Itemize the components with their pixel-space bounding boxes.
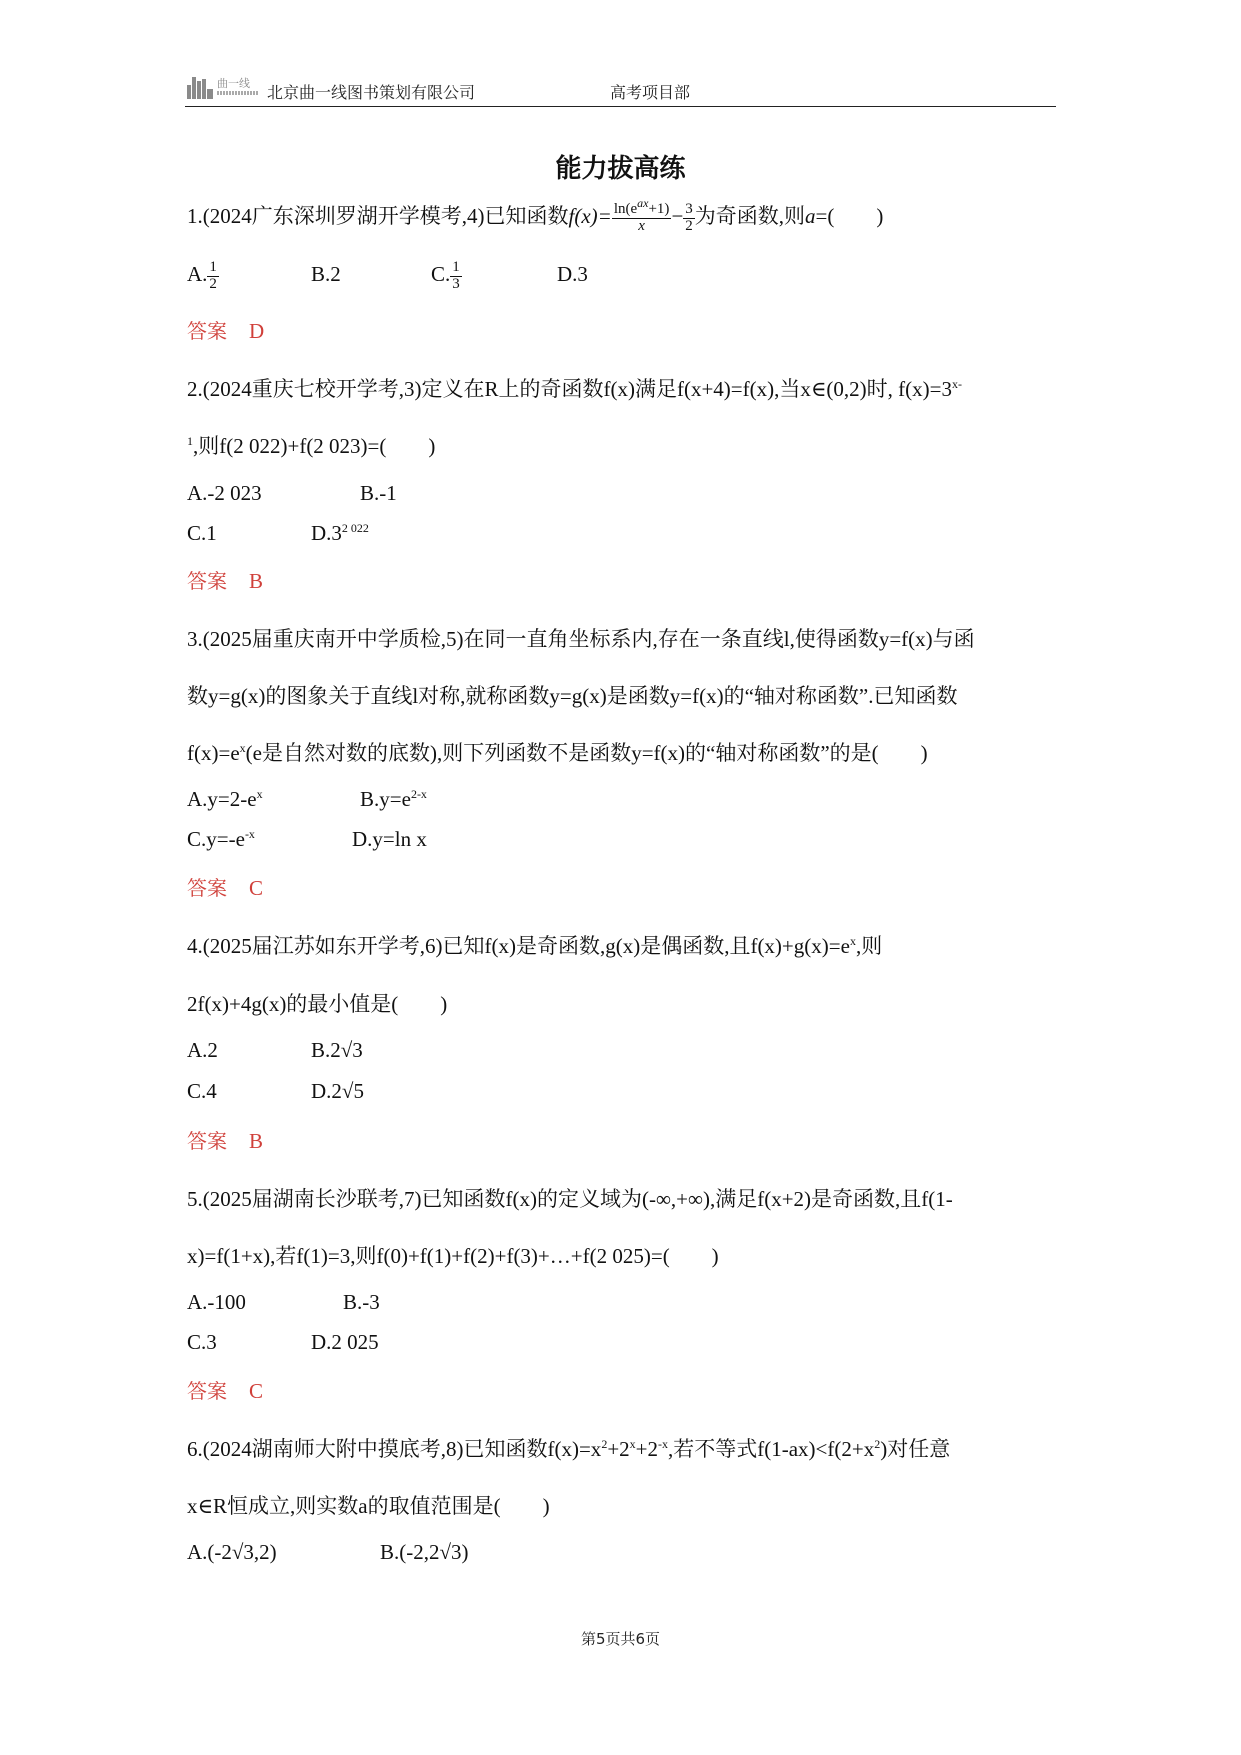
q6-option-b bbox=[380, 1540, 469, 1565]
page-header bbox=[185, 72, 1056, 107]
option-label: D. bbox=[352, 827, 373, 851]
q2-answer bbox=[187, 565, 263, 594]
option-label: D. bbox=[557, 262, 578, 286]
option-sup: -x bbox=[244, 827, 255, 841]
question-3-stem-line-3 bbox=[187, 737, 928, 767]
q4-line1-a: 4.(2025届江苏如东开学考,6)已知f(x)是奇函数,g(x)是偶函数,且f(x)+g(x)=e bbox=[187, 934, 850, 958]
q1-option-c bbox=[431, 260, 462, 293]
q6-sup4: 2 bbox=[874, 1437, 881, 1451]
company-name: 北京曲一线图书策划有限公司 bbox=[267, 83, 476, 102]
q3-option-c bbox=[187, 827, 255, 852]
q6-option-a bbox=[187, 1540, 277, 1565]
option-text: y=2-e bbox=[207, 787, 257, 811]
q3-option-d bbox=[352, 827, 427, 852]
option-fraction bbox=[450, 260, 462, 293]
logo-text: 曲一线 bbox=[217, 77, 250, 90]
option-text: -100 bbox=[207, 1290, 246, 1314]
question-4-stem-line-1 bbox=[187, 930, 882, 960]
option-text: 3 bbox=[331, 521, 342, 545]
q1-option-a bbox=[187, 260, 219, 293]
answer-label: 答案 bbox=[187, 569, 227, 593]
option-label: B. bbox=[311, 1038, 331, 1062]
q4-answer bbox=[187, 1125, 263, 1154]
q6-line1-b: +2 bbox=[607, 1437, 630, 1461]
q1-suffix: 为奇函数,则 bbox=[694, 204, 806, 228]
q4-option-c bbox=[187, 1079, 217, 1104]
option-label: C. bbox=[431, 262, 451, 287]
frac-den: 3 bbox=[452, 275, 460, 292]
answer-label: 答案 bbox=[187, 1129, 227, 1153]
question-1-stem bbox=[187, 195, 884, 234]
option-label: B. bbox=[360, 787, 380, 811]
option-label: B. bbox=[380, 1540, 400, 1564]
q5-option-c bbox=[187, 1330, 217, 1355]
answer-value: B bbox=[249, 569, 264, 593]
answer-value: D bbox=[249, 319, 265, 343]
option-label: B. bbox=[343, 1290, 363, 1314]
option-label: A. bbox=[187, 262, 208, 287]
q1-frac1-num-b: +1) bbox=[648, 200, 670, 217]
frac-num: 1 bbox=[209, 259, 217, 275]
q5-answer bbox=[187, 1375, 263, 1404]
q1-frac1-num: ln(e bbox=[613, 200, 638, 217]
option-label: C. bbox=[187, 827, 207, 851]
q2-option-c bbox=[187, 521, 217, 546]
q6-line1-d: ,若不等式f(1-ax)<f(2+x bbox=[668, 1437, 875, 1461]
answer-label: 答案 bbox=[187, 1379, 227, 1403]
q1-frac1-sup: ax bbox=[637, 195, 649, 210]
q3-answer bbox=[187, 872, 263, 901]
frac-num: 1 bbox=[452, 259, 460, 275]
q4-option-b bbox=[311, 1038, 363, 1063]
option-sup: x bbox=[256, 787, 263, 801]
q1-var: a bbox=[805, 204, 816, 228]
q6-sup1: 2 bbox=[601, 1437, 608, 1451]
q1-option-b bbox=[311, 262, 341, 287]
q1-frac2-den: 2 bbox=[685, 217, 693, 234]
question-2-stem-line-1 bbox=[187, 373, 962, 403]
question-4-stem-line-2: 2f(x)+4g(x)的最小值是( ) bbox=[187, 992, 448, 1016]
answer-label: 答案 bbox=[187, 319, 227, 343]
question-6-stem-line-2: x∈R恒成立,则实数a的取值范围是( ) bbox=[187, 1494, 550, 1518]
question-5-stem-line-1: 5.(2025届湖南长沙联考,7)已知函数f(x)的定义域为(-∞,+∞),满足f(x+2)是奇函数,且f(1- bbox=[187, 1187, 953, 1211]
q4-line1-b: ,则 bbox=[855, 934, 883, 958]
q1-frac2-num: 3 bbox=[685, 200, 693, 217]
answer-value: C bbox=[249, 876, 264, 900]
option-text: 1 bbox=[206, 521, 217, 545]
option-label: A. bbox=[187, 1038, 208, 1062]
option-text: 2 025 bbox=[331, 1330, 379, 1354]
q6-line1-a: 6.(2024湖南师大附中摸底考,8)已知函数f(x)=x bbox=[187, 1437, 602, 1461]
q1-prefix: 1.(2024广东深圳罗湖开学模考,4)已知函数 bbox=[187, 204, 569, 228]
answer-label: 答案 bbox=[187, 876, 227, 900]
logo-bars-icon bbox=[187, 77, 215, 99]
option-label: C. bbox=[187, 521, 207, 545]
option-text: 4 bbox=[206, 1079, 217, 1103]
q1-fraction-2 bbox=[683, 202, 695, 235]
q2-option-a bbox=[187, 481, 262, 506]
option-label: D. bbox=[311, 1079, 332, 1103]
option-text: -2 023 bbox=[207, 481, 262, 505]
q4-option-d bbox=[311, 1079, 364, 1104]
option-sup: 2 022 bbox=[341, 521, 369, 535]
q3-line3-sup: x bbox=[239, 741, 246, 755]
option-text: y=-e bbox=[206, 827, 245, 851]
department-name: 高考项目部 bbox=[610, 83, 691, 102]
answer-value: C bbox=[249, 1379, 264, 1403]
option-text: 2 bbox=[207, 1038, 218, 1062]
option-text: 3 bbox=[206, 1330, 217, 1354]
option-text: 2√3 bbox=[330, 1038, 363, 1062]
option-fraction bbox=[207, 260, 219, 293]
question-2-stem-line-2 bbox=[187, 430, 435, 460]
q1-answer bbox=[187, 315, 264, 344]
q5-option-d bbox=[311, 1330, 379, 1355]
option-label: D. bbox=[311, 1330, 332, 1354]
option-label: B. bbox=[311, 262, 331, 286]
option-text: -1 bbox=[379, 481, 397, 505]
company-logo bbox=[187, 75, 267, 101]
q5-option-b bbox=[343, 1290, 380, 1315]
logo-subtext bbox=[217, 91, 259, 95]
option-text: (-2,2√3) bbox=[399, 1540, 469, 1564]
option-label: A. bbox=[187, 787, 208, 811]
q1-option-d bbox=[557, 262, 588, 287]
q6-sup3: -x bbox=[658, 1437, 668, 1451]
q3-line3-a: f(x)=e bbox=[187, 741, 240, 765]
q5-option-a bbox=[187, 1290, 246, 1315]
question-3-stem-line-2: 数y=g(x)的图象关于直线l对称,就称函数y=g(x)是函数y=f(x)的“轴对称函数”.已知函数 bbox=[187, 684, 958, 708]
q6-line1-e: )对任意 bbox=[880, 1437, 951, 1461]
option-text: 3 bbox=[577, 262, 588, 286]
q2-line2: ,则f(2 022)+f(2 023)=( ) bbox=[193, 434, 436, 458]
question-5-stem-line-2: x)=f(1+x),若f(1)=3,则f(0)+f(1)+f(2)+f(3)+…+f(2 025)=( ) bbox=[187, 1244, 719, 1268]
question-6-stem-line-1 bbox=[187, 1433, 950, 1463]
q4-line1-sup: x bbox=[849, 934, 856, 948]
option-text: -3 bbox=[362, 1290, 380, 1314]
option-label: A. bbox=[187, 481, 208, 505]
option-label: A. bbox=[187, 1290, 208, 1314]
q1-end: =( ) bbox=[815, 204, 884, 228]
option-text: (-2√3,2) bbox=[207, 1540, 277, 1564]
q1-frac1-den: x bbox=[638, 217, 645, 234]
q2-line2-sup: 1 bbox=[187, 434, 193, 448]
q1-fraction-1 bbox=[612, 195, 672, 235]
page-number: 第5页共6页 bbox=[580, 1630, 661, 1648]
q2-line1: 2.(2024重庆七校开学考,3)定义在R上的奇函数f(x)满足f(x+4)=f(x),当x∈(0,2)时, f(x)=3 bbox=[187, 377, 952, 401]
option-label: C. bbox=[187, 1079, 207, 1103]
option-label: B. bbox=[360, 481, 380, 505]
frac-den: 2 bbox=[209, 275, 217, 292]
q3-line3-b: (e是自然对数的底数),则下列函数不是函数y=f(x)的“轴对称函数”的是( ) bbox=[245, 741, 928, 765]
option-text: 2 bbox=[330, 262, 341, 286]
q3-option-a bbox=[187, 787, 263, 812]
option-sup: 2-x bbox=[410, 787, 427, 801]
q6-sup2: x bbox=[629, 1437, 636, 1451]
q6-line1-c: +2 bbox=[635, 1437, 658, 1461]
q4-option-a bbox=[187, 1038, 218, 1063]
q3-option-b bbox=[360, 787, 427, 812]
option-text: y=e bbox=[379, 787, 411, 811]
option-text: y=ln x bbox=[372, 827, 427, 851]
option-label: C. bbox=[187, 1330, 207, 1354]
question-3-stem-line-1: 3.(2025届重庆南开中学质检,5)在同一直角坐标系内,存在一条直线l,使得函数y=f(x)与函 bbox=[187, 627, 975, 651]
option-label: A. bbox=[187, 1540, 208, 1564]
q1-minus: − bbox=[671, 204, 684, 228]
option-text: 2√5 bbox=[331, 1079, 364, 1103]
page-title: 能力拔高练 bbox=[555, 154, 686, 184]
option-label: D. bbox=[311, 521, 332, 545]
q2-line1-sup: x- bbox=[951, 377, 962, 391]
q2-option-d bbox=[311, 521, 369, 546]
q1-func: f(x)= bbox=[568, 204, 612, 228]
q2-option-b bbox=[360, 481, 397, 506]
answer-value: B bbox=[249, 1129, 264, 1153]
